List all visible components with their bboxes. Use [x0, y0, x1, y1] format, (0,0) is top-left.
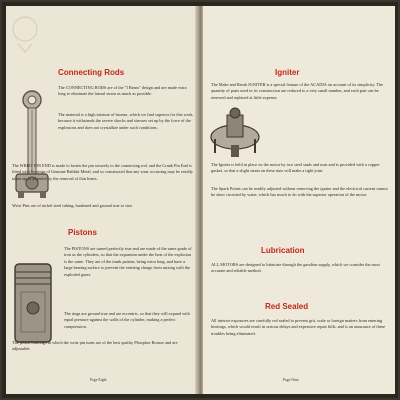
igniter-paragraph-2: The Igniter is held in place on the motor by two steel studs and nuts and is provided with a copper gasket, so that a slight strain on these nuts will make a tight joint.: [211, 162, 380, 174]
igniter-paragraph-3: The Spark Points can be readily adjusted without removing the igniter and the electrical current cannot be short circuited by water, which has much to do with the superior operation of the motor.: [211, 186, 388, 198]
sealed-paragraph: All interior exposures are carefully red sealed to prevent grit, scale or foreign matters from entering bearings, which would result in serious delays and expensive repair bills, and is an assurance of these troubles being eliminated.: [211, 318, 386, 336]
igniter-illustration: [205, 101, 265, 161]
igniter-paragraph-1: The Make and Break IGNITER is a special feature of the ACADIA on account of its simplicity. The quantity of parts used in its construction are reduced to a very small number, and each part can be renewed and replaced at little expense.: [211, 82, 383, 100]
left-page: [6, 6, 198, 394]
heading-connecting-rods: Connecting Rods: [58, 68, 125, 77]
pistons-paragraph-2: The rings are ground true and are eccentric, so that they will expand with equal pressure against the walls of the cylinder, making a perfect compression.: [64, 311, 190, 329]
rods-paragraph-4: Wrist Pins are of nickel steel tubing, hardened and ground true to size.: [12, 203, 133, 208]
right-page: [203, 6, 395, 394]
heading-igniter: Igniter: [275, 68, 300, 77]
booklet-spread: [2, 2, 398, 398]
connecting-rod-illustration: [14, 88, 50, 200]
heading-lubrication: Lubrication: [261, 246, 305, 255]
watermark-emblem: [10, 14, 40, 54]
heading-red-sealed: Red Sealed: [265, 302, 309, 311]
rods-paragraph-3: The WRIST PIN END is made to fasten the pin securely to the connecting rod, and the Crank Pin End is fitted with bearings of Genuine Babbitt Metal, and so constructed that any wear occurring may be readily taken up or adjusted by the removal of thin liners.: [12, 163, 194, 181]
page-number-left: Page Eight: [90, 378, 107, 382]
lubrication-paragraph: ALL MOTORS are designed to lubricate through the gasoline supply, which we consider the most accurate and reliable method.: [211, 262, 380, 274]
page-number-right: Page Nine: [283, 378, 299, 382]
heading-pistons: Pistons: [68, 228, 97, 237]
rods-paragraph-1: The CONNECTING RODS are of the "I Beam" design and are made extra long to eliminate the lateral strain as much as possible.: [58, 85, 187, 97]
rods-paragraph-2: The material is a high mixture of bronze, which we find superior for this work, because it withstands the severe shocks and stresses set up by the force of the explosions and does not crystallize under such conditions.: [58, 112, 194, 130]
piston-illustration: [11, 258, 55, 346]
pistons-paragraph-1: The PISTONS are turned perfectly true and are made of the same grade of iron as the cylinders, so that the expansion under the heat of the explosion is the same. They are of the trunk pattern, being extra long, and have a large bearing surface to prevent the entering charge from mixing with the exploded gases.: [64, 246, 192, 277]
pistons-paragraph-3: The piston bushings in which the wrist pin turns are of the best quality Phosphor Bronze and are adjustable.: [12, 340, 178, 352]
